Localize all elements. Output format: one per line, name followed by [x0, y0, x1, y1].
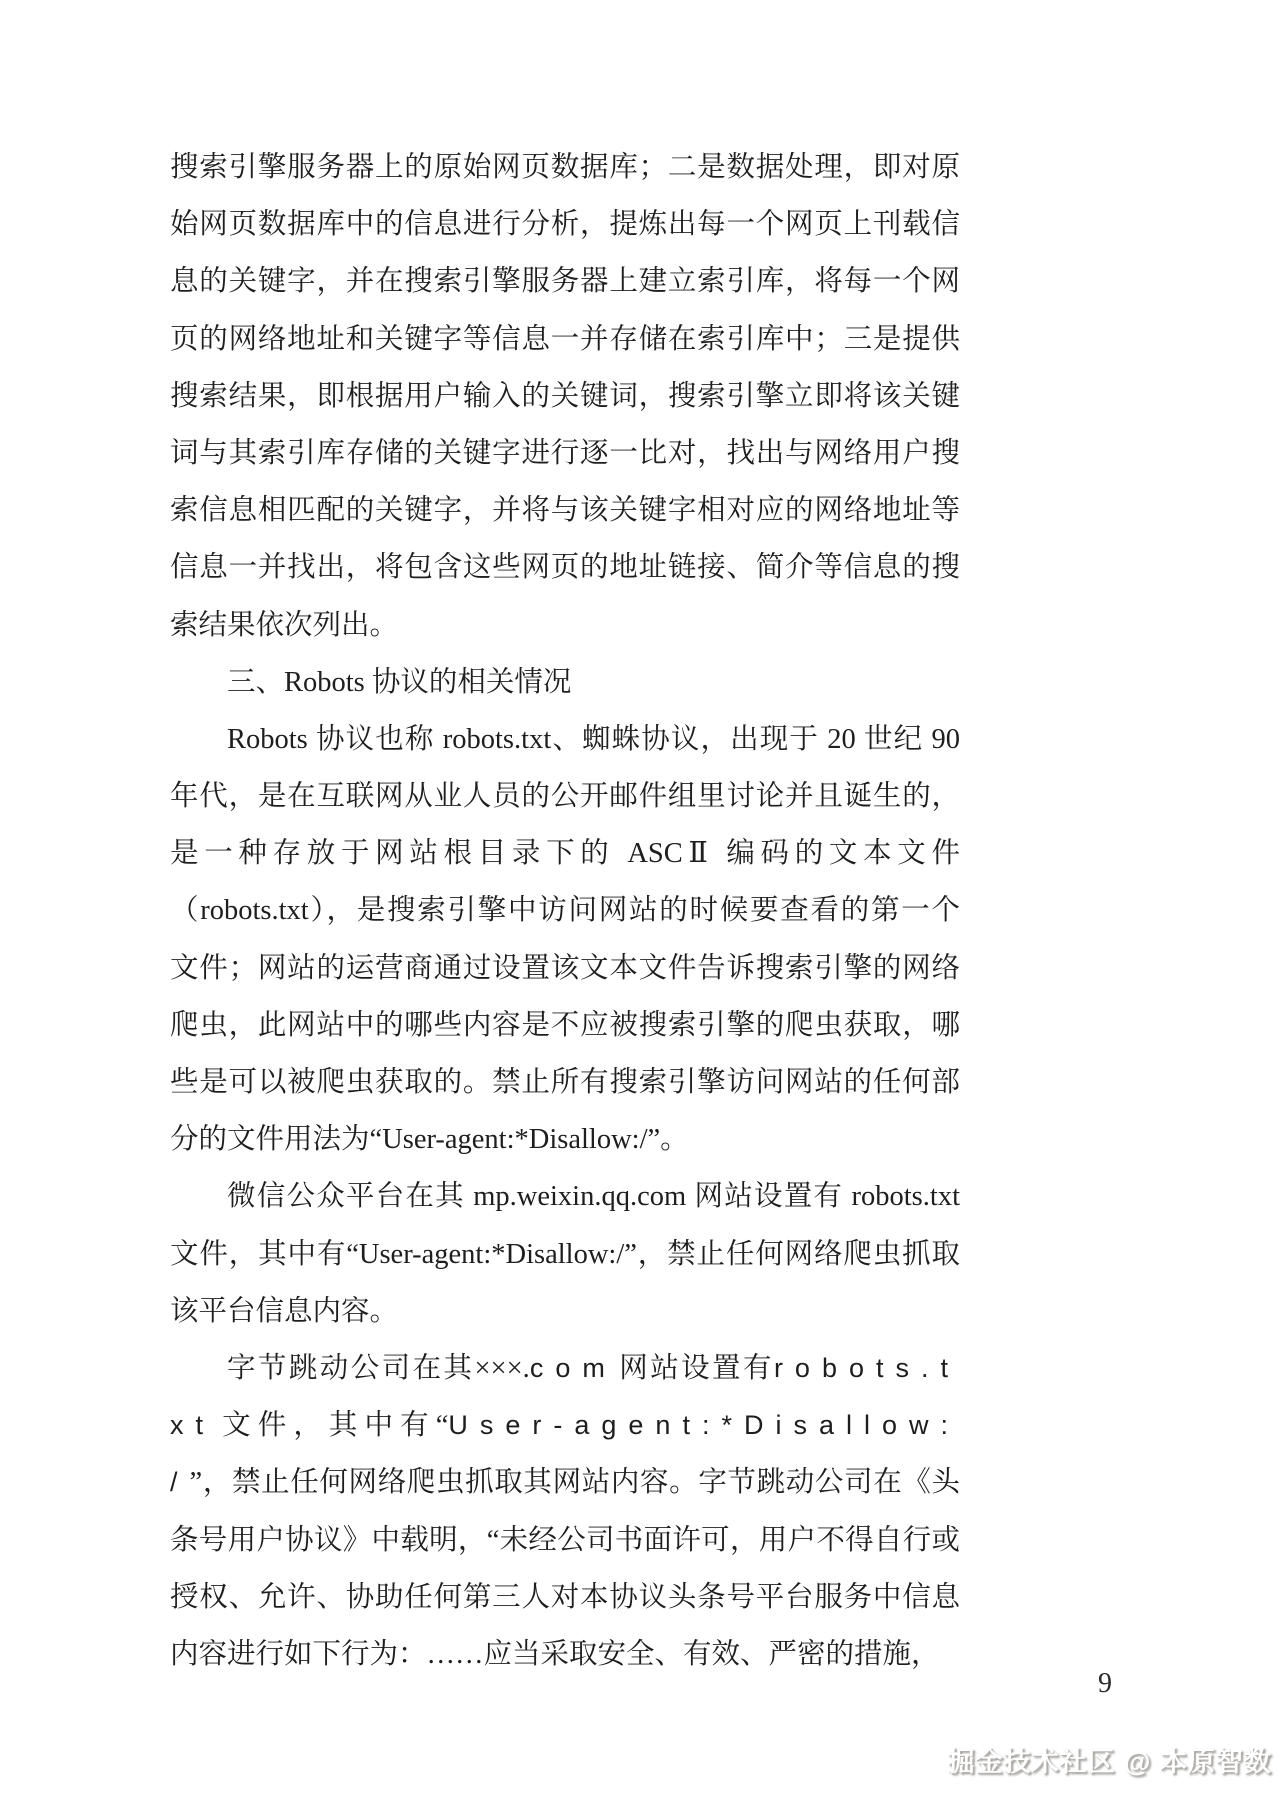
text-line — [170, 311, 960, 368]
watermark: 掘金技术社区 @ 本原智数 — [947, 1747, 1272, 1777]
text-line — [170, 768, 960, 825]
text-line — [170, 825, 960, 882]
text-segment: 些是可以被爬虫获取的。禁止所有搜索引擎访问网站的任何部 — [170, 1067, 960, 1098]
text-segment: 分的文件用法为“User-agent:*Disallow:/”。 — [170, 1124, 689, 1156]
text-segment: 索结果依次列出。 — [170, 609, 399, 641]
text-segment: 授权、允许、协助任何第三人对本协议头条号平台服务中信息 — [170, 1581, 960, 1613]
text-segment: Robots 协议也称 robots.txt、蜘蛛协议，出现于 20 世纪 90 — [227, 723, 960, 755]
text-line — [170, 196, 960, 253]
text-line — [170, 711, 960, 768]
text-line — [170, 1626, 960, 1683]
text-segment: 年代，是在互联网从业人员的公开邮件组里讨论并且诞生的， — [170, 781, 960, 813]
text-segment: 条号用户协议》中载明，“未经公司书面许可，用户不得自行或 — [170, 1524, 960, 1556]
text-segment: 信息一并找出，将包含这些网页的地址链接、简介等信息的搜 — [170, 552, 960, 584]
latin-spaced-text: robots.t — [773, 1352, 960, 1383]
text-segment: 页的网络地址和关键字等信息一并存储在索引库中；三是提供 — [170, 323, 960, 355]
text-line — [170, 597, 960, 654]
text-line — [170, 1340, 960, 1397]
text-segment: 爬虫，此网站中的哪些内容是不应被搜索引擎的爬虫获取，哪 — [170, 1009, 960, 1041]
text-line — [170, 1168, 960, 1225]
text-segment: ”，禁止任何网络爬虫抓取其网站内容。字节跳动公司在《头 — [189, 1467, 960, 1499]
text-line — [170, 1569, 960, 1626]
text-line — [170, 1111, 960, 1168]
text-segment: 字节跳动公司在其×××. — [227, 1352, 530, 1384]
text-line — [170, 882, 960, 939]
text-segment: 该平台信息内容。 — [170, 1295, 399, 1327]
text-line — [170, 368, 960, 425]
text-segment: （robots.txt），是搜索引擎中访问网站的时候要查看的第一个 — [170, 895, 960, 927]
text-segment: 文件；网站的运营商通过设置该文本文件告诉搜索引擎的网络 — [170, 952, 960, 984]
text-line — [170, 1226, 960, 1283]
text-segment: 词与其索引库存储的关键字进行逐一比对，找出与网络用户搜 — [170, 437, 960, 469]
latin-spaced-text: / — [170, 1467, 190, 1498]
text-line — [170, 1397, 960, 1454]
text-line — [170, 1454, 960, 1511]
text-line — [170, 425, 960, 482]
text-line — [170, 139, 960, 196]
text-line — [170, 482, 960, 539]
text-line — [170, 940, 960, 997]
text-line — [170, 539, 960, 596]
text-segment: 搜索结果，即根据用户输入的关键词，搜索引擎立即将该关键 — [170, 380, 960, 412]
text-line — [170, 1512, 960, 1569]
text-line — [170, 253, 960, 310]
text-line — [170, 997, 960, 1054]
page-number: 9 — [1098, 1668, 1112, 1699]
text-segment: 息的关键字，并在搜索引擎服务器上建立索引库，将每一个网 — [170, 266, 960, 298]
latin-spaced-text: User-agent:*Disallow: — [448, 1410, 960, 1441]
text-segment: 三、Robots 协议的相关情况 — [227, 666, 572, 698]
text-segment: 索信息相匹配的关键字，并将与该关键字相对应的网络地址等 — [170, 495, 960, 527]
latin-spaced-text: com — [529, 1352, 617, 1383]
text-segment: 搜索引擎服务器上的原始网页数据库；二是数据处理，即对原 — [170, 152, 960, 183]
text-segment: 微信公众平台在其 mp.weixin.qq.com 网站设置有 robots.txt — [227, 1181, 960, 1213]
text-segment: 是一种存放于网站根目录下的 ASCⅡ 编码的文本文件 — [170, 838, 960, 870]
latin-spaced-text: xt — [170, 1410, 216, 1441]
document-body — [170, 139, 960, 1683]
text-line — [170, 1283, 960, 1340]
text-segment: 始网页数据库中的信息进行分析，提炼出每一个网页上刊载信 — [170, 209, 960, 241]
text-segment: 网站设置有 — [616, 1352, 774, 1384]
text-segment: 内容进行如下行为：……应当采取安全、有效、严密的措施， — [170, 1638, 940, 1670]
section-heading — [170, 654, 960, 711]
text-line — [170, 1054, 960, 1111]
text-segment: 文件，其中有“ — [215, 1410, 449, 1442]
text-segment: 文件，其中有“User-agent:*Disallow:/”，禁止任何网络爬虫抓取 — [170, 1238, 960, 1270]
